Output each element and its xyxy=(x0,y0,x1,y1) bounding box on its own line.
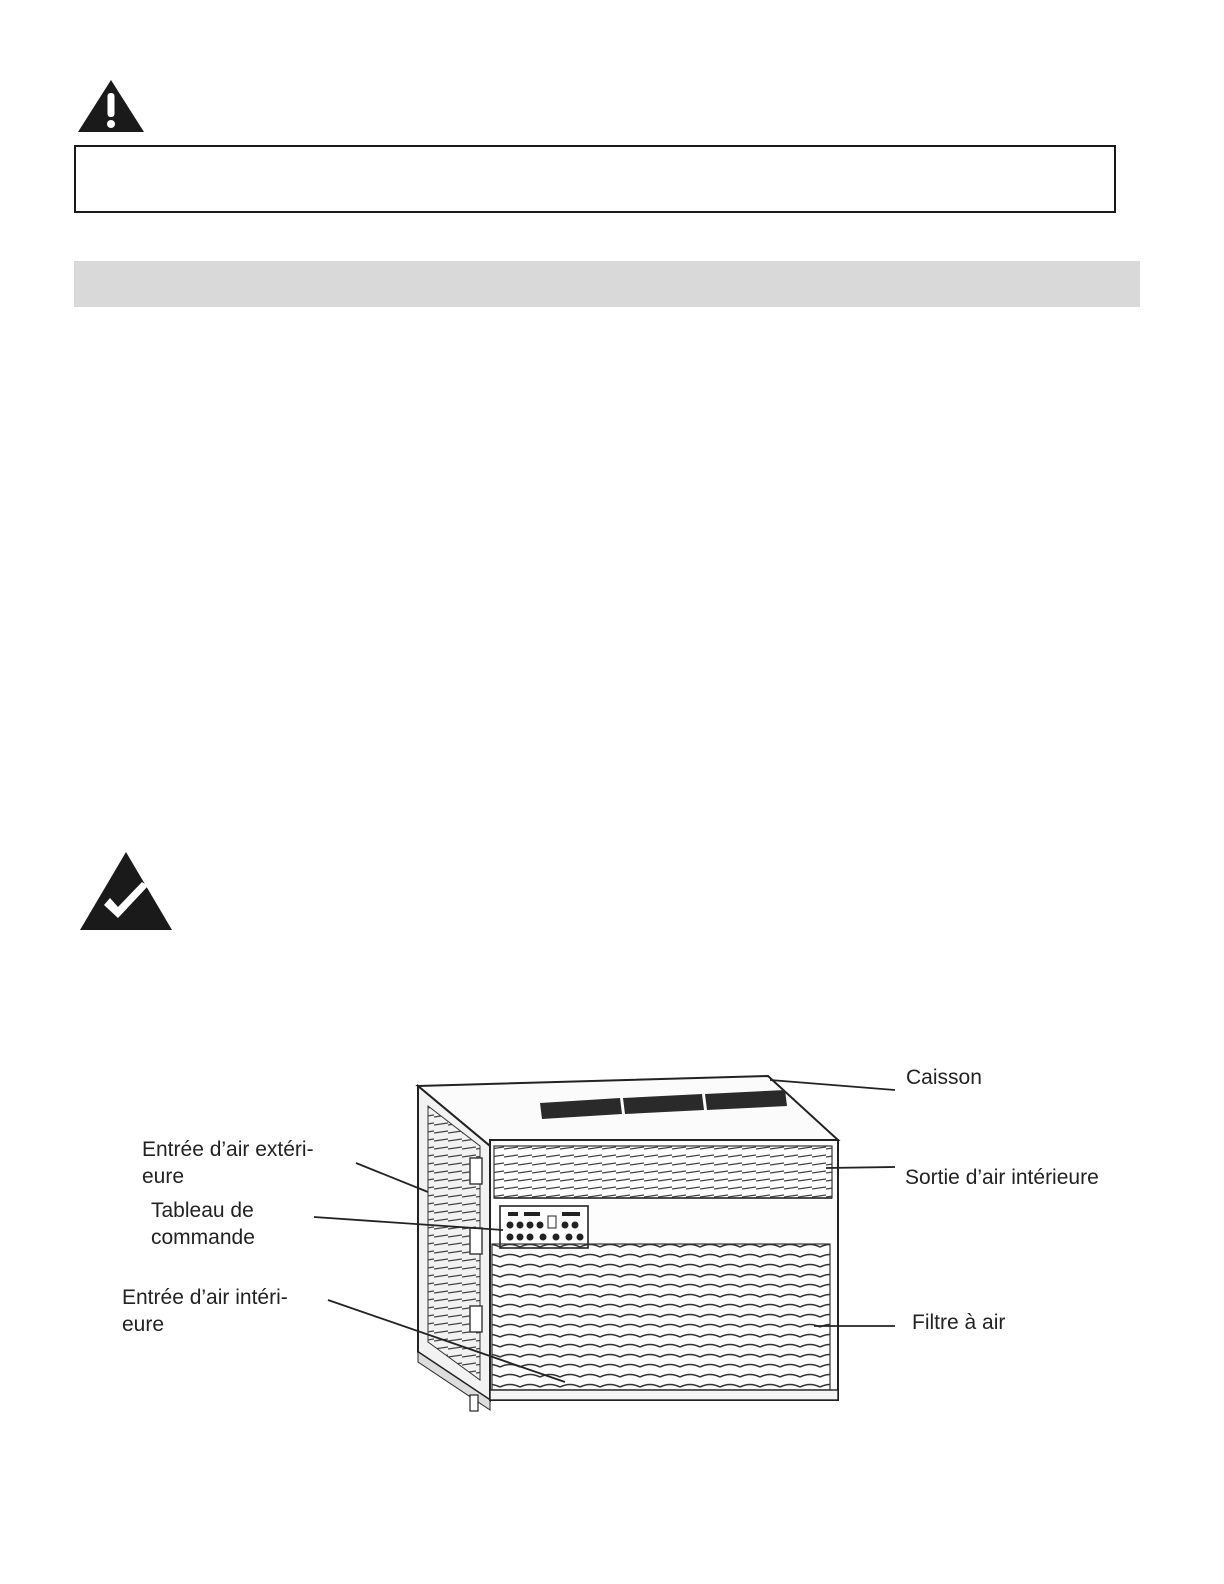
label-outdoor-air-inlet-line2: eure xyxy=(142,1165,185,1188)
label-indoor-air-outlet: Sortie d’air intérieure xyxy=(905,1166,1099,1189)
label-control-panel-line1: Tableau de xyxy=(151,1199,254,1222)
label-indoor-air-inlet-line1: Entrée d’air intéri- xyxy=(122,1286,288,1309)
label-control-panel xyxy=(151,1197,255,1251)
label-air-filter: Filtre à air xyxy=(912,1311,1006,1334)
label-outdoor-air-inlet xyxy=(142,1136,314,1190)
label-caisson: Caisson xyxy=(906,1066,982,1089)
air-filter-grille xyxy=(492,1244,830,1390)
label-indoor-air-inlet-line2: eure xyxy=(122,1313,165,1336)
label-control-panel-line2: commande xyxy=(151,1226,255,1249)
label-indoor-air-inlet xyxy=(122,1284,288,1338)
label-outdoor-air-inlet-line1: Entrée d’air extéri- xyxy=(142,1138,314,1161)
